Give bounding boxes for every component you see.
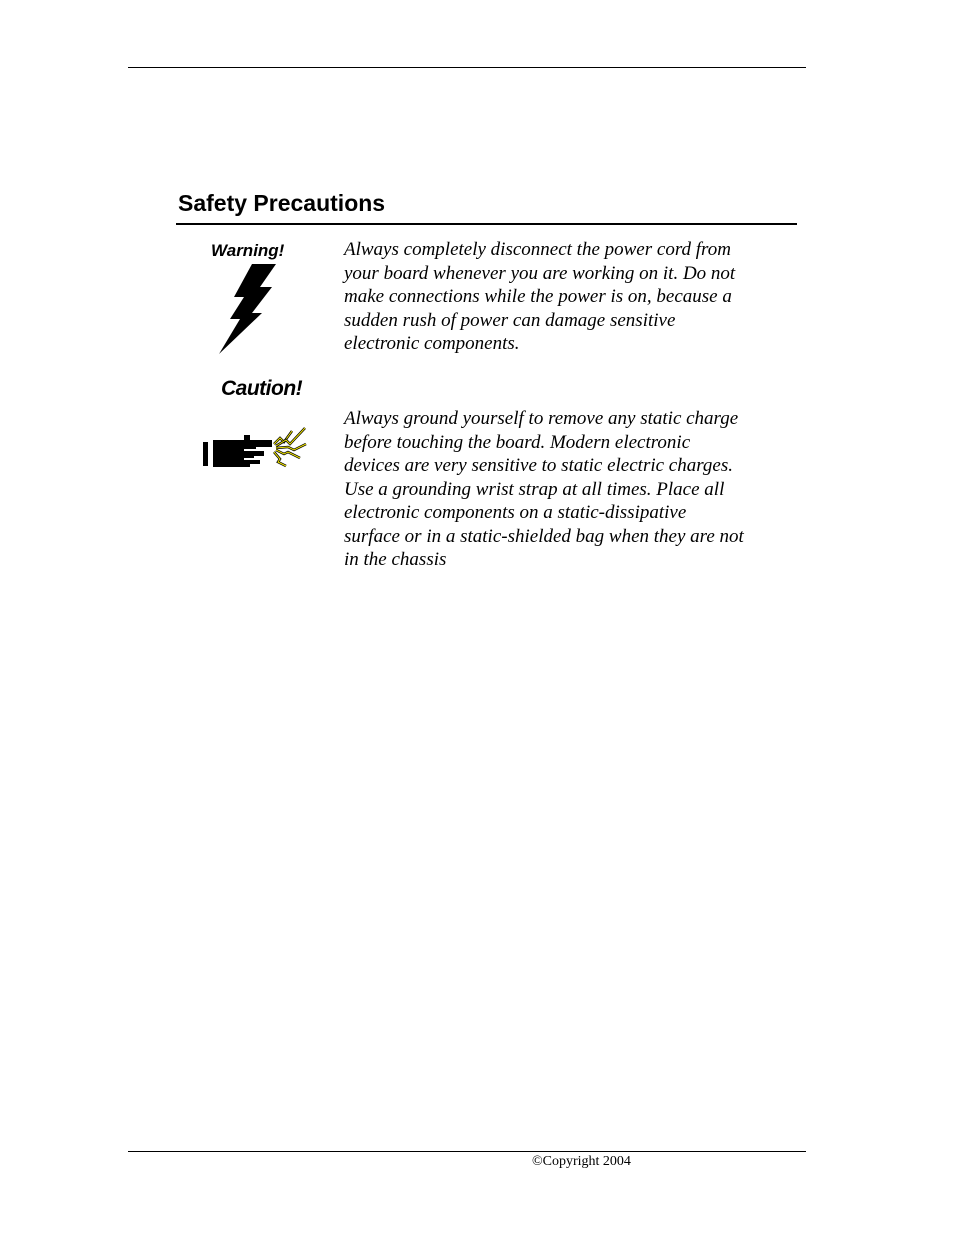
pointing-hand-static-icon	[200, 422, 310, 470]
warning-text	[344, 238, 784, 356]
caution-line: electronic components on a static-dissipative	[344, 502, 687, 523]
section-title: Safety Precautions	[178, 190, 386, 216]
caution-line: surface or in a static-shielded bag when they are not	[344, 525, 744, 547]
warning-line: sudden rush of power can damage sensitive	[344, 309, 676, 331]
caution-label: Caution!	[221, 377, 303, 400]
lightning-bolt-icon	[216, 263, 280, 355]
warning-line: Always completely disconnect the power cord from	[344, 239, 731, 260]
section-title-underline	[176, 223, 797, 225]
header-rule	[128, 67, 806, 68]
footer-rule	[128, 1151, 806, 1152]
caution-line: devices are very sensitive to static electric charges.	[344, 455, 733, 476]
warning-line: your board whenever you are working on it. Do not	[344, 262, 736, 284]
caution-line: Always ground yourself to remove any static charge	[344, 408, 739, 429]
caution-line: in the chassis	[344, 549, 447, 570]
caution-line: Use a grounding wrist strap at all times. Place all	[344, 478, 725, 500]
warning-line: electronic components.	[344, 333, 520, 354]
copyright-footer: ©Copyright 2004	[532, 1154, 631, 1169]
caution-line: before touching the board. Modern electronic	[344, 431, 691, 453]
warning-label: Warning!	[211, 241, 285, 260]
warning-line: make connections while the power is on, because a	[344, 286, 732, 307]
caution-text	[344, 407, 789, 572]
